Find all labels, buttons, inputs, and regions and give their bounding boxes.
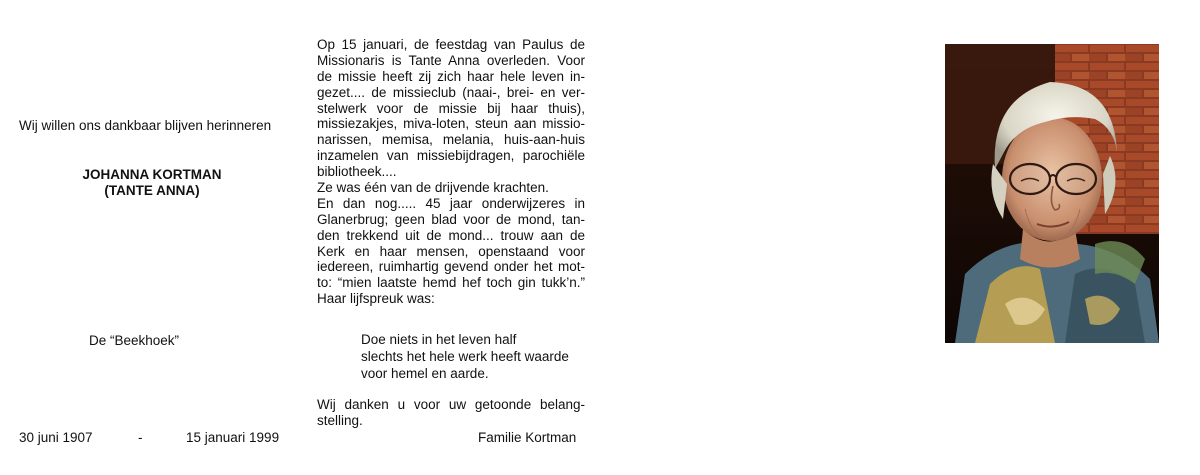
- motto-line: slechts het hele werk heeft waarde: [361, 349, 569, 364]
- story-text: [317, 37, 585, 307]
- intro-text: Wij willen ons dankbaar blijven herinneren: [19, 118, 272, 133]
- left-panel: [0, 0, 300, 475]
- motto: [361, 331, 569, 382]
- motto-line: voor hemel en aarde.: [361, 366, 489, 381]
- date-separator: -: [138, 430, 143, 445]
- family-signature: Familie Kortman: [478, 430, 577, 445]
- deceased-name: JOHANNA KORTMAN: [82, 167, 222, 182]
- story-line: Haar lijfspreuk was:: [317, 291, 435, 307]
- story-line: iedereen, ruimhartig gevend onder het mot-: [317, 259, 585, 275]
- portrait-photo: [945, 44, 1159, 343]
- story-line: to: “mien laatste hemd hef toch gin tukk’n.”: [317, 275, 585, 291]
- death-date: 15 januari 1999: [186, 430, 280, 445]
- story-line: gezet.... de missieclub (naai-, brei- en ver-: [317, 84, 585, 100]
- thanks-text: [317, 397, 585, 429]
- right-panel: [600, 0, 1200, 475]
- story-line: Glanerbrug; geen blad voor de mond, tan-: [317, 211, 585, 227]
- story-line: Op 15 januari, de feestdag van Paulus de: [317, 37, 585, 52]
- story-line: den trekkend uit de mond... trouw aan de: [317, 227, 585, 243]
- motto-line: Doe niets in het leven half: [361, 332, 517, 347]
- name-block: [0, 167, 300, 199]
- story-line: de missie heeft zij zich haar hele leven in-: [317, 68, 585, 84]
- story-line: narissen, memisa, melania, huis-aan-huis: [317, 132, 585, 148]
- thanks-line: Wij danken u voor uw getoonde belang-: [317, 397, 585, 412]
- story-line: bibliotheek....: [317, 164, 397, 180]
- story-line: inzamelen van missiebijdragen, parochiële: [317, 148, 585, 164]
- thanks-line: stelling.: [317, 413, 363, 428]
- house-name: De “Beekhoek”: [89, 333, 180, 348]
- middle-panel: [300, 0, 600, 475]
- story-line: missiezakjes, miva-loten, steun aan missio-: [317, 116, 585, 132]
- story-line: Ze was één van de drijvende krachten.: [317, 180, 549, 196]
- birth-date: 30 juni 1907: [19, 430, 93, 445]
- story-line: Kerk en haar mensen, openstaand voor: [317, 243, 585, 259]
- deceased-nickname: (TANTE ANNA): [104, 183, 200, 198]
- story-line: Missionaris is Tante Anna overleden. Voor: [317, 52, 585, 68]
- story-line: stelwerk voor de missie bij haar thuis),: [317, 100, 585, 116]
- story-line: En dan nog..... 45 jaar onderwijzeres in: [317, 195, 585, 211]
